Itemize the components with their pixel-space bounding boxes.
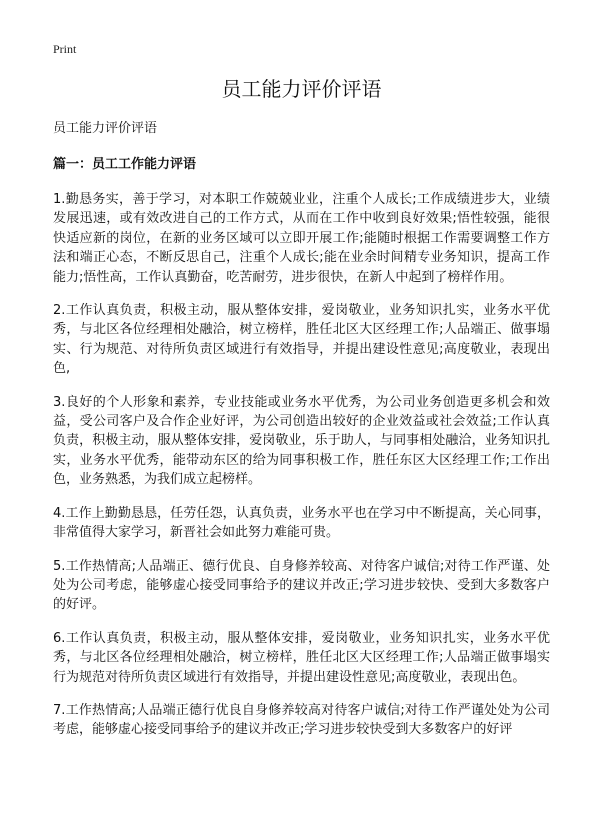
paragraph-5: 5.工作热情高;人品端正、德行优良、自身修养较高、对待客户诚信;对待工作严谨、处处为公司考虑，能够虚心接受同事给予的建议并改正;学习进步较快、受到大多数客户的好评。 bbox=[53, 558, 550, 613]
paragraph-3: 3.良好的个人形象和素养，专业技能或业务水平优秀，为公司业务创造更多机会和效益，受公司客户及合作企业好评，为公司创造出较好的企业效益或社会效益;工作认真负责，积极主动，服从整体安排，爱岗敬业，乐于助人，与同事相处融洽，业务知识扎实，业务水平优秀，能带动东区的给为同事积极工作，胜任东区大区经理工作;工作出色，业务熟悉，为我们成立起榜样。 bbox=[53, 394, 550, 488]
paragraph-7: 7.工作热情高;人品端正德行优良自身修养较高对待客户诚信;对待工作严谨处处为公司考虑，能够虚心接受同事给予的建议并改正;学习进步较快受到大多数客户的好评 bbox=[53, 702, 550, 738]
section-heading: 篇一：员工工作能力评语 bbox=[53, 157, 197, 172]
document-subtitle: 员工能力评价评语 bbox=[53, 121, 158, 136]
paragraph-4: 4.工作上勤勤恳恳，任劳任怨，认真负责，业务水平也在学习中不断提高，关心同事，非常值得大家学习，新晋社会如此努力难能可贵。 bbox=[53, 505, 550, 541]
paragraph-6: 6.工作认真负责，积极主动，服从整体安排，爱岗敬业，业务知识扎实，业务水平优秀，与北区各位经理相处融洽，树立榜样，胜任北区大区经理工作;人品端正做事塌实行为规范对待所负责区域进行有效指导，并提出建设性意见;高度敬业，表现出色。 bbox=[53, 630, 550, 685]
paragraph-1: 1.勤恳务实，善于学习，对本职工作兢兢业业，注重个人成长;工作成绩进步大，业绩发展迅速，或有效改进自己的工作方式，从而在工作中收到良好效果;悟性较强，能很快适应新的岗位，在新的业务区域可以立即开展工作;能随时根据工作需要调整工作方法和端正心态，不断反思自己，注重个人成长;能在业余时间精专业务知识，提高工作能力;悟性高，工作认真勤奋，吃苦耐劳，进步很快，在新人中起到了榜样作用。 bbox=[53, 192, 550, 285]
print-label: Print bbox=[53, 42, 77, 56]
document-title: 员工能力评价评语 bbox=[221, 77, 382, 101]
paragraph-2: 2.工作认真负责，积极主动，服从整体安排，爱岗敬业，业务知识扎实，业务水平优秀，与北区各位经理相处融洽，树立榜样，胜任北区大区经理工作;人品端正、做事塌实、行为规范、对待所负责区域进行有效指导，并提出建设性意见;高度敬业，表现出色, bbox=[53, 303, 550, 377]
